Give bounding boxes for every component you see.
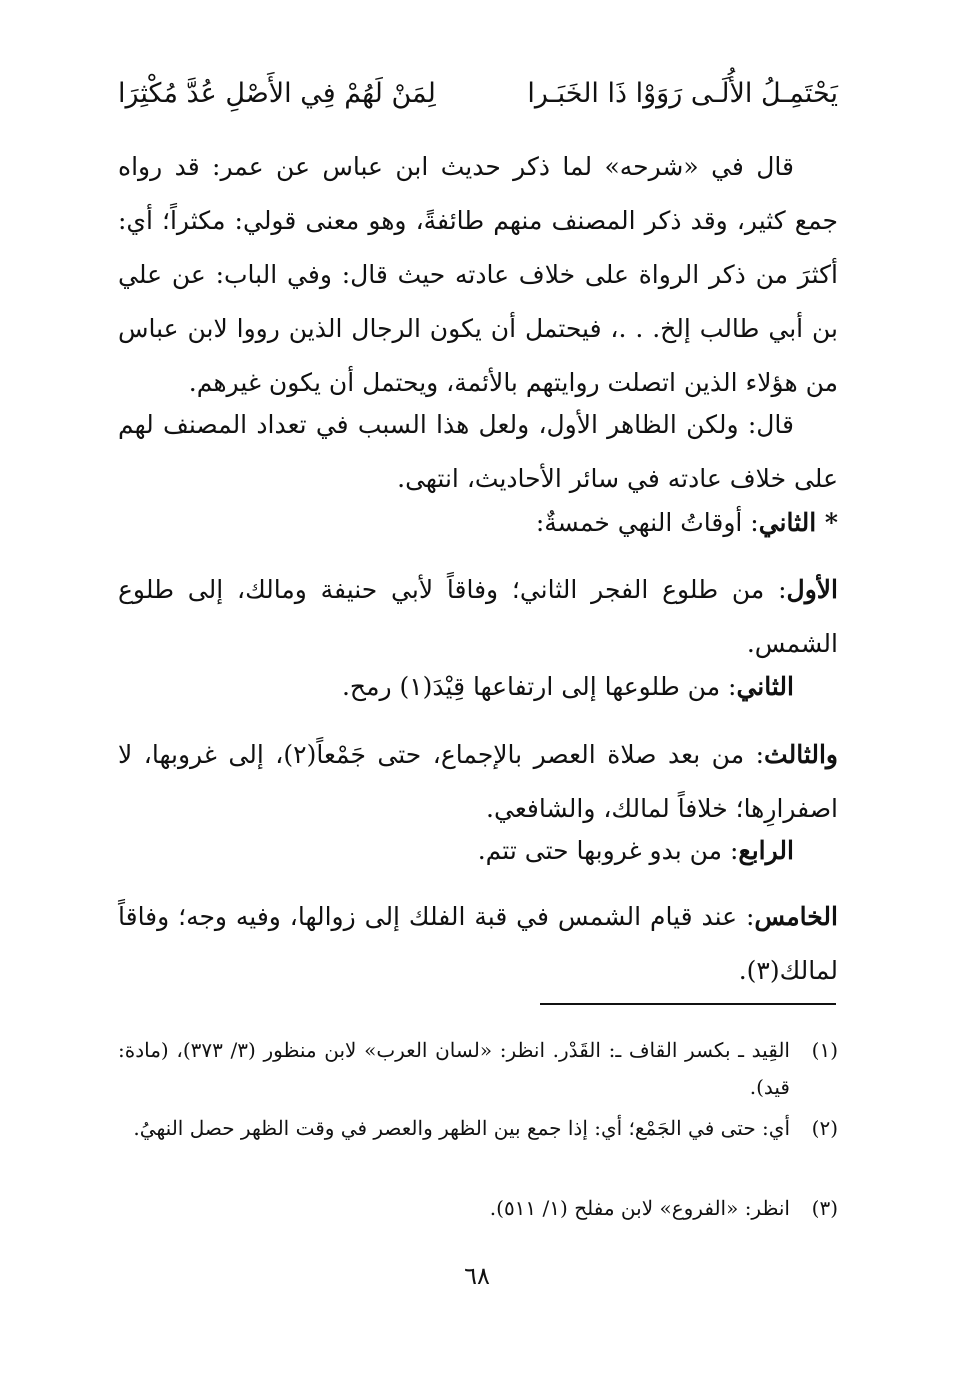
footnote-1-number: (١) — [811, 1038, 838, 1062]
time-item-fifth — [118, 890, 838, 998]
time-item-first-label: الأول — [786, 575, 838, 604]
time-item-first-text: : من طلوع الفجر الثاني؛ وفاقاً لأبي حنيفة ومالك، إلى طلوع الشمس. — [118, 575, 838, 658]
time-item-third-label: والثالث — [764, 740, 838, 769]
time-item-first — [118, 563, 838, 671]
poem-verse — [118, 78, 838, 118]
time-item-fourth-label: الرابع — [738, 836, 794, 865]
footnote-3-number: (٣) — [811, 1196, 838, 1220]
time-item-fourth-text: : من بدو غروبها حتى تتم. — [477, 836, 739, 865]
commentary-paragraph: قال في «شرحه» لما ذكر حديث ابن عباس عن عمر: قد رواه جمع كثير، وقد ذكر المصنف منهم طائفةً، وهو معنى قولي: مكثراً؛ أي: أكثرَ من ذكر الرواة على خلاف عادته حيث قال: وفي الباب: عن علي بن أبي طالب إلخ. . .، فيحتمل أن يكون الرجال الذين رووا لابن عباس من هؤلاء الذين اتصلت روايتهم بالأئمة، ويحتمل أن يكون غيرهم. — [118, 152, 838, 397]
time-item-fifth-label: الخامس — [754, 902, 838, 931]
verse-first-hemistich: يَحْتَمِـلُ الأُلَـى رَوَوْا ذَا الخَبَـرا — [527, 78, 838, 109]
footnote-2-number: (٢) — [811, 1116, 838, 1140]
page-number: ٦٨ — [464, 1262, 490, 1290]
footnote-2-text: أي: حتى في الجَمْع؛ أي: إذا جمع بين الظهر والعصر في وقت الظهر حصل النهيُ. — [133, 1116, 790, 1140]
section-heading-label: * الثاني — [758, 508, 838, 537]
time-item-second-text: : من طلوعها إلى ارتفاعها قِيْدَ(١) رمح. — [341, 672, 737, 701]
time-item-third-text: : من بعد صلاة العصر بالإجماع، حتى جَمْعاً(٢)، إلى غروبها، لا اصفرارِها؛ خلافاً لمالك، والشافعي. — [118, 740, 838, 823]
time-item-fifth-text: : عند قيام الشمس في قبة الفلك إلى زوالها، وفيه وجه؛ وفاقاً لمالك(٣). — [118, 902, 838, 985]
verse-second-hemistich: لِمَنْ لَهُمْ فِي الأَصْلِ عُدَّ مُكْثِرَا — [118, 78, 436, 109]
section-heading — [536, 508, 838, 537]
footnote-1 — [118, 1032, 838, 1106]
footnote-divider — [540, 1003, 836, 1005]
commentary-paragraph-2: قال: ولكن الظاهر الأول، ولعل هذا السبب في تعداد المصنف لهم على خلاف عادته في سائر الأحاديث، انتهى. — [118, 410, 838, 493]
time-item-second-label: الثاني — [736, 672, 794, 701]
time-item-fourth — [478, 836, 794, 865]
time-item-second — [342, 672, 794, 701]
time-item-third — [118, 728, 838, 836]
footnote-2 — [118, 1110, 838, 1147]
footnote-1-text: القِيد ـ بكسر القاف ـ: القَدْر. انظر: «لسان العرب» لابن منظور (٣/ ٣٧٣)، (مادة: قيد). — [118, 1038, 790, 1099]
footnote-3 — [118, 1190, 838, 1227]
footnote-3-text: انظر: «الفروع» لابن مفلح (١/ ٥١١). — [489, 1196, 790, 1220]
section-heading-text: : أوقاتُ النهي خمسةٌ: — [535, 508, 759, 537]
